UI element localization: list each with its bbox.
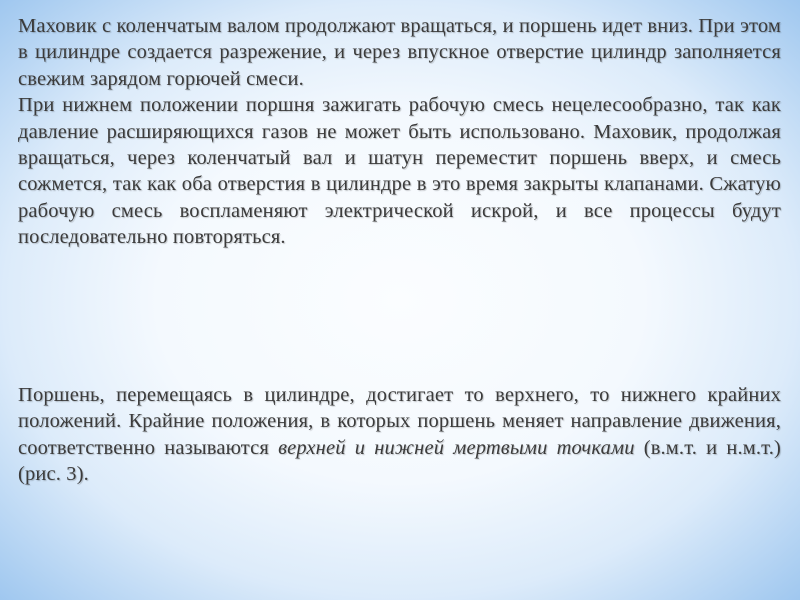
paragraph-dead-centers xyxy=(18,382,781,488)
paragraph-intake-stroke: Маховик с коленчатым валом продолжают вращаться, и поршень идет вниз. При этом в цилиндре создается разрежение, и через впускное отверстие цилиндр заполняется свежим зарядом горючей смеси. xyxy=(18,15,781,90)
text-block-bottom xyxy=(18,382,781,488)
dead-centers-term: верхней и нижней мертвыми точками xyxy=(278,436,635,459)
paragraph-dead-centers-text-start: Поршень, перемещаясь в цилиндре, достигает то верхнего, то нижнего крайних положений. Крайние положения, в которых поршень меняет направление движения, соответственно называются xyxy=(18,384,781,459)
paragraph-compression-stroke: При нижнем положении поршня зажигать рабочую смесь нецелесообразно, так как давление расширяющихся газов не может быть использовано. Маховик, продолжая вращаться, через коленчатый вал и шатун переместит поршень вверх, и смесь сожмется, так как оба отверстия в цилиндре в это время закрыты клапанами. Сжатую рабочую смесь воспламеняют электрической искрой, и все процессы будут последовательно повторяться. xyxy=(18,94,781,249)
text-block-top xyxy=(18,13,781,251)
paragraph-dead-centers-text-end: (в.м.т. и н.м.т.) (рис. 3). xyxy=(18,436,781,486)
